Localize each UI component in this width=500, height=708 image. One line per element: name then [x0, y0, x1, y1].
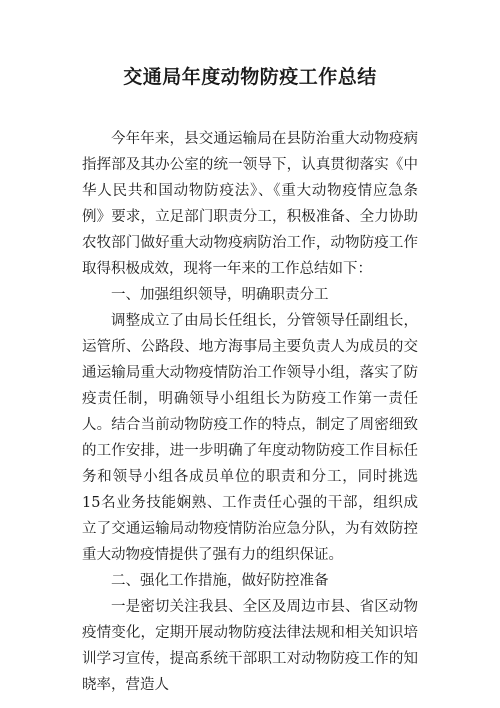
section-1-paragraph: 调整成立了由局长任组长，分管领导任副组长，运管所、公路段、地方海事局主要负责人为成员的交通运输局重大动物疫情防治工作领导小组，落实了防疫责任制，明确领导小组组长为防疫工作第一责任人。结合当前动物防疫工作的特点，制定了周密细致的工作安排，进一步明确了年度动物防疫工作目标任务和领导小组各成员单位的职责和分工，同时挑选15名业务技能娴熟、工作责任心强的干部，组织成立了交通运输局动物疫情防治应急分队，为有效防控重大动物疫情提供了强有力的组织保证。 [82, 313, 418, 563]
section-heading-2: 二、强化工作措施，做好防控准备 [111, 573, 329, 589]
section-2-paragraph: 一是密切关注我县、全区及周边市县、省区动物疫情变化，定期开展动物防疫法律法规和相关知识培训学习宣传，提高系统干部职工对动物防疫工作的知晓率，营造人 [82, 599, 418, 693]
document-title: 交通局年度动物防疫工作总结 [123, 66, 377, 88]
intro-paragraph: 今年年来，县交通运输局在县防治重大动物疫病指挥部及其办公室的统一领导下，认真贯彻落实《中华人民共和国动物防疫法》、《重大动物疫情应急条例》要求，立足部门职责分工，积极准备、全力协助农牧部门做好重大动物疫病防治工作，动物防疫工作取得积极成效，现将一年来的工作总结如下： [82, 131, 418, 277]
section-heading-1: 一、加强组织领导，明确职责分工 [111, 287, 329, 303]
document-body [82, 126, 418, 698]
